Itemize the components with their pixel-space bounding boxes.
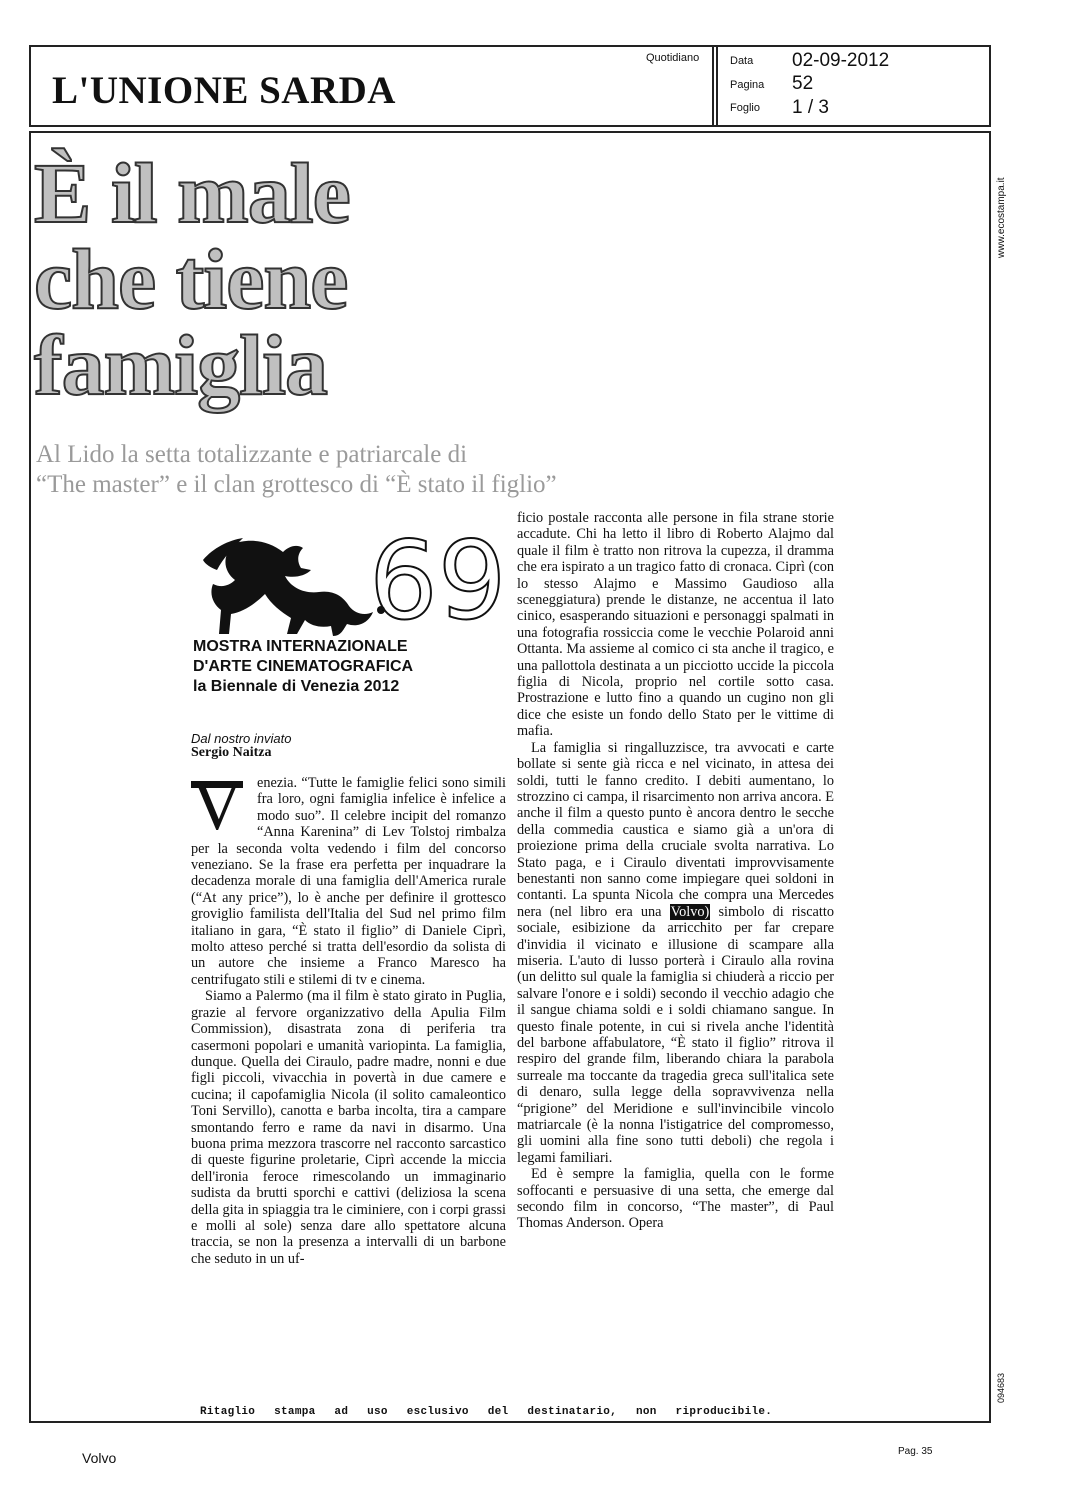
page-value: 52 [792,73,814,94]
clipping-notice: Ritaglio stampa ad uso esclusivo del destinatario, non riproducibile. [200,1406,773,1418]
header-divider [712,45,714,127]
headline-line: che tiene [34,231,348,327]
header-divider [716,45,718,127]
winged-lion-icon [203,538,385,636]
subhead-line: Al Lido la setta totalizzante e patriarcale di [36,441,468,468]
festival-line: MOSTRA INTERNAZIONALE [193,638,408,655]
paragraph-text: simbolo di riscatto sociale, esibizione da arricchito per far crepare d'invidia il vicinato e illusione di scampare alla miseria. L'auto di lusso porterà i Ciraulo alla rovina (un delitto sul quale la famiglia si chiuderà a riccio per salvare l'onore e i soldi) secondo il vecchio adagio che il sangue chiama soldi e i soldi chiamano sangue. In questo finale potente, in cui si rivela anche l'identità del barbone affabulatore, “È stato il figlio” ritrova il respiro del grande film, liberando chiara la parabola surreale ma toccante da tragedia greca sull'italica sete di denaro, sulla legge della sopravvivenza nella “prigione” del Meridione e sull'invincibile vincolo matriarcale (è la nonna l'istigatrice del compromesso, gli uomini alla fine sono tutti deboli) che regola i legami familiari. [517,903,834,1166]
masthead: L'UNIONE SARDA [52,69,396,112]
side-url: www.ecostampa.it [996,177,1007,258]
festival-name [193,637,413,697]
article-column-1 [191,765,506,1415]
festival-line: D'ARTE CINEMATOGRAFICA [193,658,414,675]
side-code-container [996,1355,1010,1405]
logo-number: 69 [369,519,507,644]
side-code: 094683 [996,1372,1006,1403]
side-url-container [996,148,1010,258]
subhead-line: “The master” e il clan grottesco di “È stato il figlio” [36,471,557,498]
sheet-value: 1 / 3 [792,97,829,118]
paragraph: Ed è sempre la famiglia, quella con le forme soffocanti e persuasive di una setta, che emerge dal secondo film in concorso, “The master”, di Paul Thomas Anderson. Opera [517,1166,834,1232]
festival-line: la Biennale di Venezia 2012 [193,678,400,695]
paragraph: ficio postale racconta alle persone in fila strane storie accadute. Chi ha letto il libro di Roberto Alajmo dal quale il film è tratto non ritrova la cupezza, il dramma che era ispirato a un tragico fatto di cronaca. Ciprì (con lo stesso Alajmo e Massimo Gaudioso alla sceneggiatura) prende le distanze, ne accentua il lato cinico, esasperando situazioni e personaggi spalmati in una fotografia rossiccia come le vecchie Polaroid anni Ottanta. Ma assieme al comico ci sta anche il tragico, e una pallottola destinata a un picciotto uccide la piccola figlia di Nicola, proprio nel cortile sotto casa. Prostrazione e lutto fino a quando un cugino non gli dice che esiste un fondo dello Stato per le vittime di mafia. [517,510,834,740]
sheet-label: Foglio [730,102,760,114]
headline-line: famiglia [34,317,327,413]
headline [34,145,350,413]
paragraph: enezia. “Tutte le famiglie felici sono simili fra loro, ogni famiglia infelice è infelice a modo suo”. Il celebre incipit del romanzo “Anna Karenina” di Lev Tolstoj rimbalza per la seconda volta vedendo i film del concorso veneziano. Se la frase era perfetta per inquadrare la decadenza morale di una famiglia dell'America rurale (“At any price”), lo è anche per definire il grottesco groviglio familista dell'Italia del Sud nel primo film italiano in gara, “È stato il figlio” di Daniele Ciprì, molto atteso perché si tratta dell'esordio da solista di un autore che insieme a Franco Maresco ha centrifugato stili e stilemi di tv e cinema. [191,775,506,988]
subheadline [36,440,756,500]
date-value: 02-09-2012 [792,50,890,71]
headline-line: È il male [34,145,350,241]
article-column-2 [517,510,834,1415]
paragraph [517,740,834,1167]
dropcap-block [191,765,251,845]
paragraph: Siamo a Palermo (ma il film è stato girato in Puglia, grazie al fervore organizzativo della Apulia Film Commission), disastrata zona di periferia tra casermoni popolari e umanità variopinta. La famiglia, dunque. Quella dei Ciraulo, padre madre, nonni e due figli piccoli, vivacchia in povertà in due camere e cucina; il capofamiglia Nicola (il solito camaleontico Toni Servillo), canotta e barba incolta, tira a campare smontando ferro e rame da navi in disarmo. Una buona prima mezzora trascorre nel racconto sarcastico di queste figurine proletarie, Ciprì accende la miccia dell'ironia feroce rimescolando un immaginario sudista da brutti sporchi e cattivi (deliziosa la scena della gita in spiaggia tra le ciminiere, con i corpi grassi e molli al sole) senza dare allo spettatore alcuna traccia, se non la presenza a intervalli di un barbone che seduto in un uf- [191,988,506,1267]
date-label: Data [730,55,754,67]
byline-prefix: Dal nostro inviato [191,731,292,746]
page-label: Pagina [730,79,765,91]
byline-name: Sergio Naitza [191,745,272,760]
dropcap: V [191,765,243,845]
publication-type: Quotidiano [646,52,700,64]
paragraph-text: La famiglia si ringalluzzisce, tra avvocati e carte bollate si sente già ricca e nel vicinato, in attesa dei soldi, tutti le fanno credito. I debiti aumentano, lo strozzino ci campa, il risarcimento non arriva ancora. E anche il film a questo punto è ancora dentro le secche della commedia caustica e siamo già a un'ora di proiezione prima della cruciale svolta narrativa. Lo Stato paga, e i Ciraulo diventati improvvisamente benestanti non sanno come impiegare quei soldoni in contanti. La spunta Nicola che compra una Mercedes nera (nel libro era una [517,739,834,920]
highlighted-keyword: Volvo) [670,903,710,920]
page-reference: Pag. 35 [898,1446,933,1457]
keyword-label: Volvo [82,1450,117,1466]
